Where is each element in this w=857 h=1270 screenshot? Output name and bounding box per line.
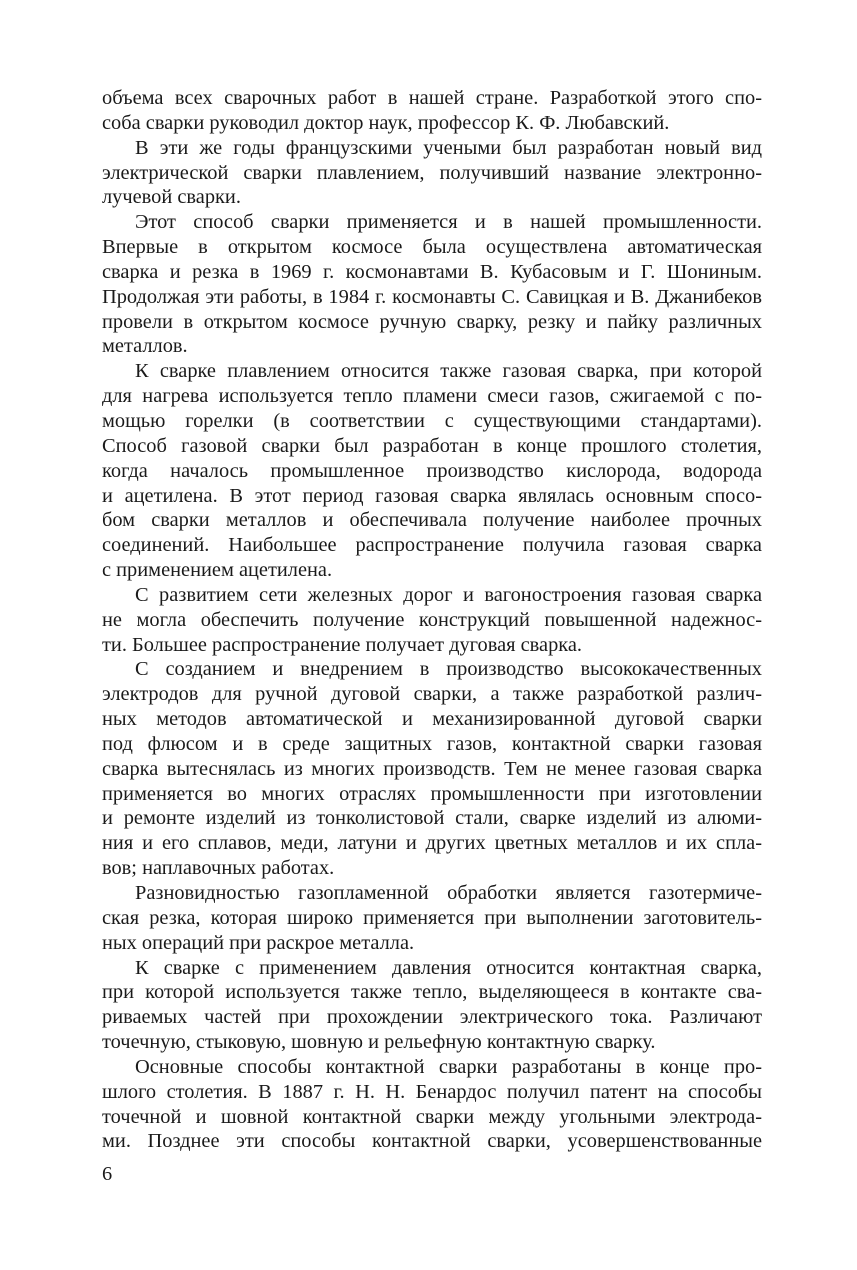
- text-line: ти. Большее распространение получает дуговая сварка.: [102, 633, 583, 656]
- paragraph: [102, 956, 762, 1055]
- text-line: С развитием сети железных дорог и вагоностроения газовая сварка: [135, 583, 762, 606]
- text-line: ская резка, которая широко применяется при выполнении заготовитель-: [102, 906, 762, 929]
- text-line: Основные способы контактной сварки разработаны в конце про-: [135, 1055, 762, 1078]
- text-line: К сварке плавлением относится также газовая сварка, при которой: [135, 360, 762, 383]
- text-line: провели в открытом космосе ручную сварку, резку и пайку различных: [102, 310, 762, 333]
- text-line: объема всех сварочных работ в нашей стране. Разработкой этого спо-: [102, 87, 762, 109]
- text-line: ных методов автоматической и механизированной дуговой сварки: [102, 708, 762, 731]
- text-line: металлов.: [102, 335, 188, 358]
- paragraph: [102, 881, 762, 956]
- text-line: ми. Позднее эти способы контактной сварки, усовершенствованные: [102, 1130, 762, 1153]
- text-line: соединений. Наибольшее распространение получила газовая сварка: [102, 534, 762, 557]
- paragraph: [102, 359, 762, 583]
- paragraph: [102, 583, 762, 658]
- text-line: Продолжая эти работы, в 1984 г. космонавты С. Савицкая и В. Джанибеков: [102, 285, 762, 308]
- text-line: сварка и резка в 1969 г. космонавтами В. Кубасовым и Г. Шониным.: [102, 260, 762, 283]
- text-line: ных операций при раскрое металла.: [102, 931, 415, 954]
- text-line: Этот способ сварки применяется и в нашей промышленности.: [135, 211, 762, 234]
- text-line: точечную, стыковую, шовную и рельефную контактную сварку.: [102, 1031, 656, 1054]
- paragraph: [102, 1055, 762, 1154]
- text-line: электродов для ручной дуговой сварки, а также разработкой различ-: [102, 683, 762, 706]
- text-line: вов; наплавочных работах.: [102, 857, 335, 880]
- text-line: К сварке с применением давления относится контактная сварка,: [135, 956, 762, 979]
- text-line: бом сварки металлов и обеспечивала получение наиболее прочных: [102, 509, 762, 532]
- text-line: электрической сварки плавлением, получивший название электронно-: [102, 161, 762, 184]
- page-number: 6: [102, 1163, 113, 1185]
- text-line: когда началось промышленное производство кислорода, водорода: [102, 459, 762, 482]
- text-line: В эти же годы французскими учеными был разработан новый вид: [135, 136, 762, 159]
- text-line: ния и его сплавов, меди, латуни и других цветных металлов и их спла-: [102, 832, 762, 855]
- text-line: под флюсом и в среде защитных газов, контактной сварки газовая: [102, 732, 762, 755]
- text-line: с применением ацетилена.: [102, 559, 333, 582]
- page-body: [102, 86, 762, 1154]
- text-line: для нагрева используется тепло пламени смеси газов, сжигаемой с по-: [102, 385, 762, 408]
- text-line: Разновидностью газопламенной обработки является газотермиче-: [135, 882, 762, 904]
- text-line: С созданием и внедрением в производство высококачественных: [135, 658, 762, 681]
- text-line: Впервые в открытом космосе была осуществлена автоматическая: [102, 236, 762, 259]
- text-line: Способ газовой сварки был разработан в конце прошлого столетия,: [102, 434, 762, 457]
- paragraph: [102, 657, 762, 881]
- text-line: не могла обеспечить получение конструкций повышенной надежнос-: [102, 608, 762, 631]
- text-line: и ремонте изделий из тонколистовой стали, сварке изделий из алюми-: [102, 807, 762, 830]
- paragraph: [102, 136, 762, 211]
- text-line: шлого столетия. В 1887 г. Н. Н. Бенардос получил патент на способы: [102, 1080, 762, 1103]
- text-line: соба сварки руководил доктор наук, профессор К. Ф. Любавский.: [102, 111, 670, 134]
- paragraph: [102, 86, 762, 136]
- text-line: риваемых частей при прохождении электрического тока. Различают: [102, 1006, 762, 1029]
- text-line: лучевой сварки.: [102, 186, 241, 209]
- text-line: мощью горелки (в соответствии с существующими стандартами).: [102, 409, 762, 432]
- text-line: сварка вытеснялась из многих производств. Тем не менее газовая сварка: [102, 757, 762, 780]
- text-line: и ацетилена. В этот период газовая сварка являлась основным спосо-: [102, 484, 762, 507]
- text-line: при которой используется также тепло, выделяющееся в контакте сва-: [102, 981, 762, 1004]
- text-line: точечной и шовной контактной сварки между угольными электрода-: [102, 1105, 762, 1128]
- paragraph: [102, 210, 762, 359]
- text-line: применяется во многих отраслях промышленности при изготовлении: [102, 782, 762, 805]
